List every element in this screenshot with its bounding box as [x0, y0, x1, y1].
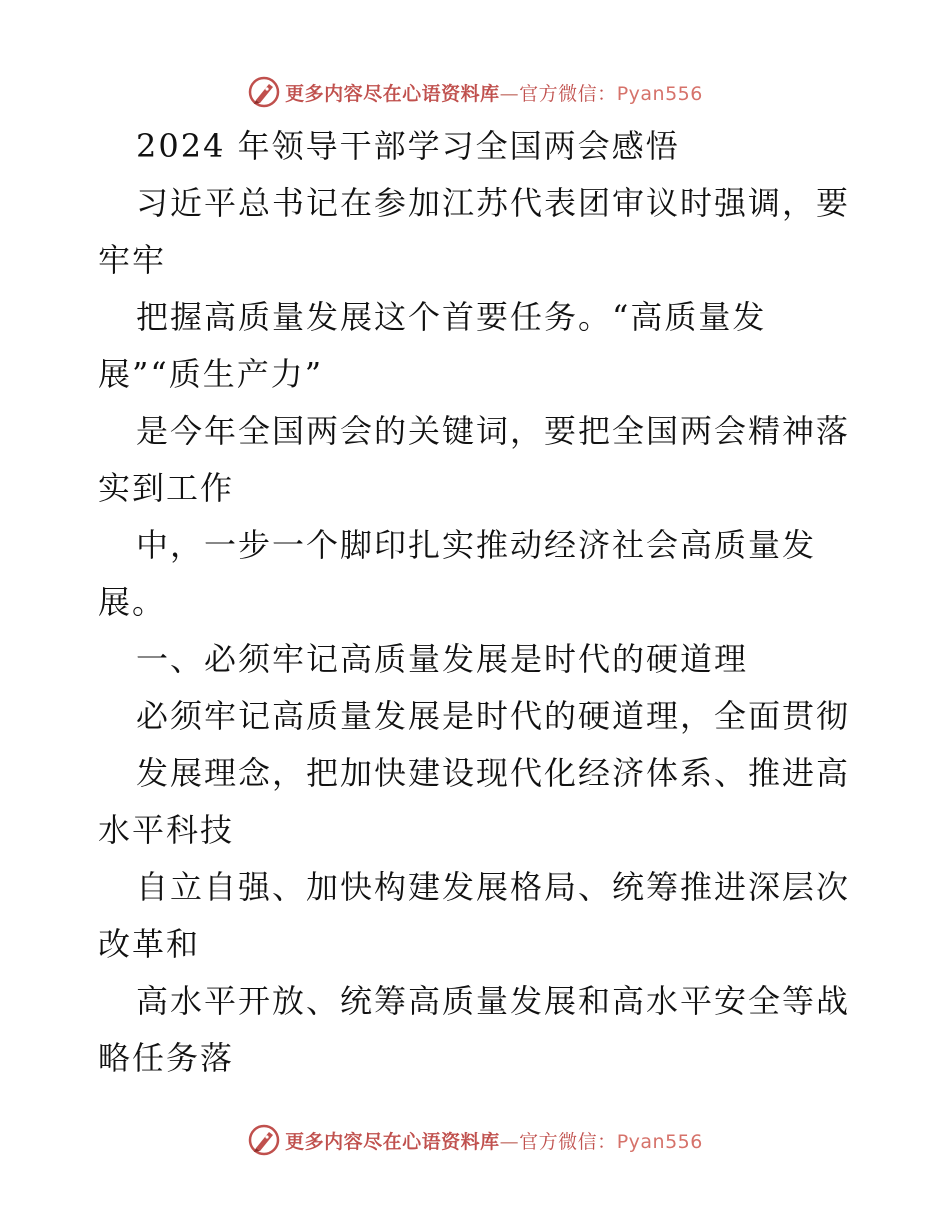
watermark-text [285, 1127, 703, 1154]
watermark-label: 更多内容尽在心语资料库 [285, 82, 500, 105]
text-line: 水平科技 [98, 811, 235, 849]
text-line: 是今年全国两会的关键词，要把全国两会精神落 [136, 412, 851, 450]
text-line: 略任务落 [98, 1039, 235, 1077]
text-line: 高水平开放、统筹高质量发展和高水平安全等战 [136, 982, 851, 1020]
section-heading: 一、必须牢记高质量发展是时代的硬道理 [136, 640, 749, 678]
watermark-wechat: Pyan556 [616, 1130, 703, 1153]
text-line: 实到工作 [98, 469, 235, 507]
document-title: 2024 年领导干部学习全国两会感悟 [136, 127, 680, 165]
watermark-sub: 官方微信： [519, 82, 617, 105]
watermark-sub: 官方微信： [519, 1130, 617, 1153]
header-watermark-banner [0, 72, 950, 112]
text-line: 改革和 [98, 925, 201, 963]
text-line: 习近平总书记在参加江苏代表团审议时强调，要 [136, 184, 851, 222]
footer-watermark-banner [0, 1120, 950, 1160]
text-line: 牢牢 [98, 241, 167, 279]
text-line: 展。 [98, 583, 167, 621]
text-line: 展”“质生产力” [98, 355, 324, 393]
text-line: 必须牢记高质量发展是时代的硬道理，全面贯彻 [136, 697, 851, 735]
pen-logo-icon [247, 75, 281, 109]
watermark-label: 更多内容尽在心语资料库 [285, 1130, 500, 1153]
watermark-text [285, 79, 703, 106]
text-line: 发展理念，把加快建设现代化经济体系、推进高 [136, 754, 851, 792]
watermark-dash: — [499, 82, 520, 105]
text-line: 中，一步一个脚印扎实推动经济社会高质量发 [136, 526, 817, 564]
watermark-dash: — [499, 1130, 520, 1153]
text-line: 把握高质量发展这个首要任务。“高质量发 [136, 298, 767, 336]
text-line: 自立自强、加快构建发展格局、统筹推进深层次 [136, 868, 851, 906]
pen-logo-icon [247, 1123, 281, 1157]
document-body [98, 118, 858, 1087]
watermark-wechat: Pyan556 [616, 82, 703, 105]
